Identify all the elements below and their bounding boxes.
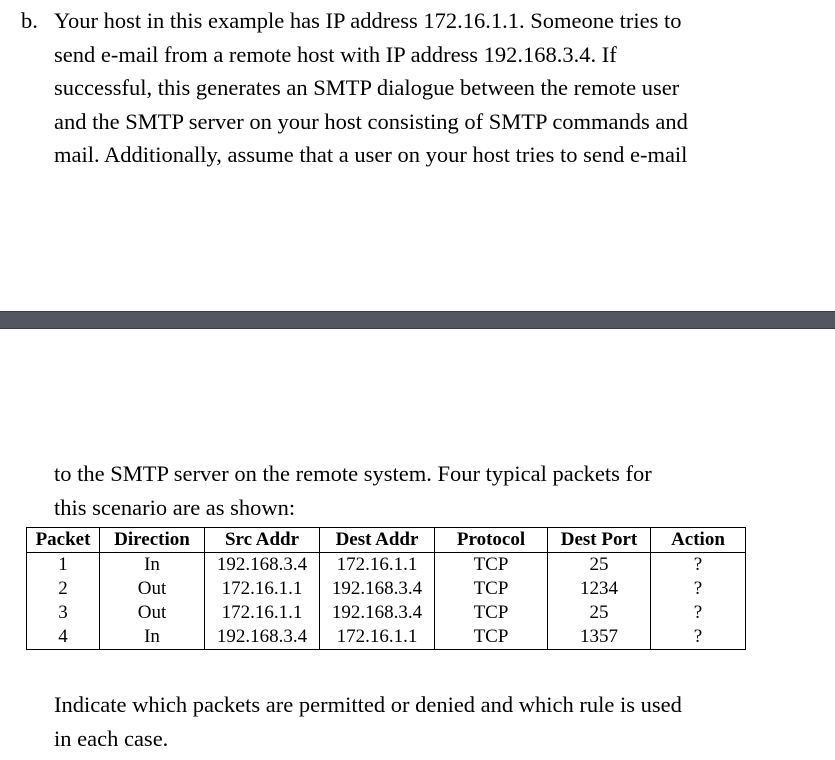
cell-packet: 3	[27, 601, 100, 625]
closing-paragraph	[54, 688, 682, 755]
paragraph-line: successful, this generates an SMTP dialogue between the remote user	[54, 75, 680, 100]
cell-action: ?	[651, 553, 746, 578]
cell-protocol: TCP	[435, 625, 548, 650]
cell-action: ?	[651, 601, 746, 625]
cell-packet: 2	[27, 577, 100, 601]
cell-protocol: TCP	[435, 601, 548, 625]
paragraph-line: mail. Additionally, assume that a user on your host tries to send e-mail	[54, 142, 688, 167]
list-marker: b.	[21, 8, 38, 33]
paragraph-line: Indicate which packets are permitted or denied and which rule is used	[54, 692, 682, 717]
cell-direction: In	[100, 625, 205, 650]
cell-src-addr: 192.168.3.4	[205, 553, 320, 578]
cell-dest-port: 25	[548, 553, 651, 578]
cell-dest-addr: 192.168.3.4	[320, 601, 435, 625]
cell-src-addr: 172.16.1.1	[205, 577, 320, 601]
cell-dest-port: 1357	[548, 625, 651, 650]
column-header-packet: Packet	[27, 528, 100, 553]
cell-src-addr: 192.168.3.4	[205, 625, 320, 650]
paragraph-line: this scenario are as shown:	[54, 494, 296, 520]
column-header-action: Action	[651, 528, 746, 553]
paragraph-line: Your host in this example has IP address 172.16.1.1. Someone tries to	[54, 8, 682, 33]
page-break-divider	[0, 311, 835, 329]
column-header-direction: Direction	[100, 528, 205, 553]
cell-action: ?	[651, 625, 746, 650]
part-b-paragraph	[21, 4, 688, 172]
cell-dest-addr: 192.168.3.4	[320, 577, 435, 601]
packet-table	[26, 527, 746, 650]
cell-action: ?	[651, 577, 746, 601]
column-header-src-addr: Src Addr	[205, 528, 320, 553]
cell-dest-port: 25	[548, 601, 651, 625]
continuation-paragraph	[54, 457, 652, 524]
cell-dest-addr: 172.16.1.1	[320, 553, 435, 578]
cell-direction: Out	[100, 577, 205, 601]
paragraph-line: send e-mail from a remote host with IP address 192.168.3.4. If	[54, 41, 617, 67]
paragraph-line: in each case.	[54, 725, 169, 751]
cell-packet: 1	[27, 553, 100, 578]
paragraph-line: and the SMTP server on your host consisting of SMTP commands and	[54, 108, 688, 134]
table-header-row	[27, 528, 746, 553]
table-row	[27, 577, 746, 601]
column-header-dest-addr: Dest Addr	[320, 528, 435, 553]
column-header-dest-port: Dest Port	[548, 528, 651, 553]
table-row	[27, 625, 746, 650]
cell-dest-addr: 172.16.1.1	[320, 625, 435, 650]
cell-dest-port: 1234	[548, 577, 651, 601]
paragraph-line: to the SMTP server on the remote system. Four typical packets for	[54, 461, 652, 486]
cell-protocol: TCP	[435, 577, 548, 601]
cell-packet: 4	[27, 625, 100, 650]
cell-src-addr: 172.16.1.1	[205, 601, 320, 625]
cell-direction: In	[100, 553, 205, 578]
cell-protocol: TCP	[435, 553, 548, 578]
table-row	[27, 601, 746, 625]
cell-direction: Out	[100, 601, 205, 625]
column-header-protocol: Protocol	[435, 528, 548, 553]
table-row	[27, 553, 746, 578]
